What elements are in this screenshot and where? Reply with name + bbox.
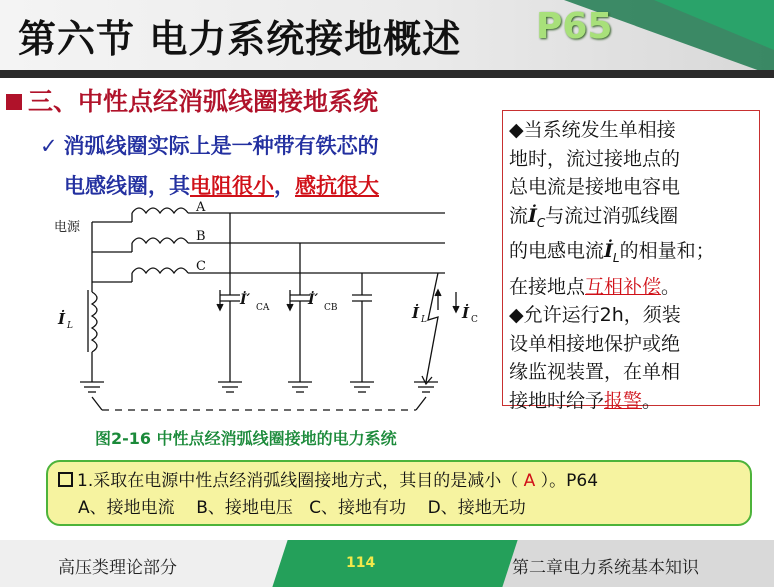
info-line: ◆当系统发生单相接: [509, 119, 676, 141]
section-heading-text: 三、中性点经消弧线圈接地系统: [28, 87, 379, 116]
info-line: [509, 387, 753, 416]
question-text: 1.采取在电源中性点经消弧线圈接地方式，其目的是减小（: [77, 471, 519, 491]
section-heading: [6, 82, 378, 118]
footer: [0, 540, 774, 587]
info-text: 接地时给予: [509, 389, 605, 412]
current-il-left-sub: L: [67, 321, 73, 331]
figure-caption: 图2-16 中性点经消弧线圈接地的电力系统: [95, 429, 397, 448]
info-line: [509, 237, 753, 272]
info-text: 在接地点: [509, 275, 586, 298]
bullet-line-2: [64, 170, 379, 200]
footer-accent: [272, 540, 517, 587]
square-bullet-icon: [6, 94, 22, 110]
current-ica-sub: CA: [256, 303, 270, 313]
phase-b-label: B: [196, 229, 206, 244]
current-symbol: İ: [528, 204, 537, 227]
info-text: 。: [642, 389, 662, 412]
info-text: 的相量和；: [619, 240, 715, 263]
question-options: A、接地电流 B、接地电压 C、接地有功 D、接地无功: [78, 498, 526, 518]
slide-title: 第六节 电力系统接地概述: [18, 17, 462, 61]
highlight-low-resistance: 电阻很小: [190, 174, 274, 198]
highlight-alarm: 报警: [604, 389, 643, 412]
phase-c-coil: [132, 268, 188, 273]
fault-lightning-icon: [426, 273, 438, 382]
current-icb-label: İ′: [308, 292, 319, 308]
question-answer: A: [518, 471, 541, 491]
info-line: 设单相接地保护或绝: [509, 332, 681, 355]
current-subscript: L: [612, 250, 620, 265]
phase-a-coil: [132, 208, 188, 213]
phase-c-label: C: [196, 259, 206, 274]
arc-suppression-coil: [92, 292, 97, 352]
info-text: 的电感电流: [509, 240, 605, 263]
footer-left-text: 高压类理论部分: [58, 558, 177, 578]
info-line: 缘监视装置，在单相: [509, 361, 681, 384]
question-box: [46, 460, 752, 526]
current-subscript: C: [536, 215, 546, 230]
info-line: ◆允许运行2h，须装: [509, 304, 681, 327]
footer-right-text: 第二章电力系统基本知识: [512, 558, 699, 578]
page-number: 114: [346, 555, 376, 571]
highlight-high-reactance: 感抗很大: [295, 174, 379, 198]
current-il-right-label: İ: [412, 304, 420, 322]
question-line: [58, 468, 740, 495]
info-text: 与流过消弧线圈: [545, 204, 679, 227]
question-text-end: ）。P64: [540, 471, 599, 491]
checkbox-icon: [58, 472, 73, 487]
checkmark-icon: ✓: [40, 134, 58, 158]
title-page-ref: P65: [536, 6, 613, 47]
bullet-text-1: 消弧线圈实际上是一种带有铁芯的: [63, 134, 379, 158]
bullet-text-2: 电感线圈，其: [64, 174, 190, 198]
bullet-line-1: [40, 130, 379, 160]
current-ic-label: İ: [462, 304, 470, 322]
phase-b-coil: [132, 238, 188, 243]
circuit-diagram: [40, 200, 500, 422]
current-il-left-label: İ: [58, 310, 66, 328]
title-decor-triangle-light: [654, 0, 774, 50]
info-text: 流: [509, 204, 529, 227]
highlight-mutual-compensation: 互相补偿: [585, 275, 662, 298]
title-divider: [0, 70, 774, 78]
info-line: 总电流是接地电容电: [509, 176, 681, 199]
current-symbol: İ: [604, 240, 613, 263]
bullet-separator: ，: [274, 174, 295, 198]
info-line: [509, 273, 753, 302]
source-label: 电源: [54, 220, 81, 235]
current-ica-label: İ′: [240, 292, 251, 308]
info-text: 。: [661, 275, 681, 298]
current-il-right-sub: L: [421, 315, 427, 325]
current-icb-sub: CB: [324, 303, 338, 313]
info-line: 地时，流过接地点的: [509, 147, 681, 170]
phase-a-label: A: [196, 200, 206, 215]
info-line: [509, 202, 753, 237]
current-ic-sub: C: [471, 315, 478, 325]
info-box: [502, 110, 760, 412]
